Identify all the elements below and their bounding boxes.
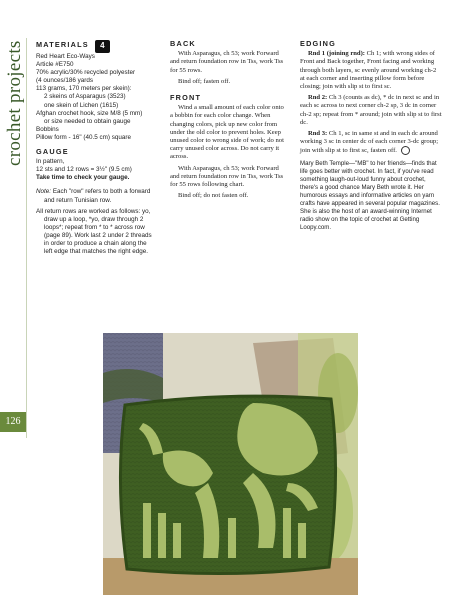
front-paragraph: With Asparagus, ch 53; work Forward and return foundation row in Tss, work Tss for 55 rows following chart.: [170, 164, 284, 189]
pillow-illustration: [103, 333, 358, 595]
materials-line: Article #E750: [36, 61, 74, 69]
materials-line: 70% acrylic/30% recycled polyester: [36, 69, 136, 77]
edging-round: [300, 50, 442, 91]
materials-line: 2 skeins of Asparagus (3523): [44, 93, 126, 101]
materials-column: [36, 40, 154, 259]
back-front-column: [170, 40, 288, 203]
materials-line: (4 ounces/186 yards: [36, 77, 94, 85]
round-text: Ch 1, sc in same st and in each dc around working 3 sc in center dc of each corner 3-dc group; join with slip st to first sc, fasten off.: [300, 130, 439, 155]
gauge-note: [36, 188, 154, 204]
gauge-warning: Take time to check your gauge.: [36, 174, 130, 182]
materials-line: Bobbins: [36, 125, 59, 133]
side-divider: [26, 38, 27, 438]
front-heading: FRONT: [170, 93, 202, 103]
edging-round: [300, 94, 442, 127]
round-label: Rnd 1 (joining rnd):: [308, 50, 365, 58]
note-text: Each "row" refers to both a forward and return Tunisian row.: [44, 188, 151, 204]
page-number: 126: [0, 412, 26, 432]
gauge-text: [36, 158, 154, 182]
round-text: Ch 1; with wrong sides of Front and Back together, Front facing and working through both layers, sc evenly around working ch-2 at each corner and inserting pillow form before closing; join with slip st to first sc.: [300, 50, 437, 91]
return-row-note: All return rows are worked as follows: yo, draw up a loop, *yo, draw through 2 loops*; repeat from * to * across row (page 89). Work last 2 under 2 threads in order to produce a chain along the left edge that matches the right edge.: [36, 207, 152, 256]
front-paragraph: Bind off; do not fasten off.: [178, 192, 249, 200]
materials-line: Pillow form - 16" (40.5 cm) square: [36, 133, 131, 141]
round-label: Rnd 2:: [308, 94, 328, 102]
skill-level-badge: 4: [95, 40, 110, 53]
note-label: Note:: [36, 188, 52, 196]
materials-line: Afghan crochet hook, size M/8 (5 mm): [36, 109, 143, 117]
materials-line: one skein of Lichen (1615): [44, 101, 119, 109]
edging-heading: EDGING: [300, 39, 336, 48]
materials-line: or size needed to obtain gauge: [44, 117, 131, 125]
front-paragraph: Wind a small amount of each color onto a bobbin for each color change. When changing colors, pick up new color from under the old color to prevent holes. Keep unused color to wrong side of work; do not carry unused color across. Do not carry it across.: [170, 104, 284, 161]
materials-line: 113 grams, 170 meters per skein):: [36, 85, 132, 93]
edging-round: [300, 130, 442, 156]
section-title: crochet projects: [4, 40, 25, 166]
pillow-photo: [103, 333, 358, 595]
materials-heading: MATERIALS: [36, 40, 89, 50]
back-paragraph: With Asparagus, ch 53; work Forward and return foundation row in Tss, work Tss for 55 rows.: [170, 50, 284, 74]
gauge-line: In pattern,: [36, 158, 65, 166]
gauge-line: 12 sts and 12 rows = 3½" (9.5 cm): [36, 166, 132, 174]
gauge-heading: GAUGE: [36, 147, 69, 157]
edging-column: [300, 40, 442, 235]
back-paragraph: Bind off; fasten off.: [178, 77, 231, 85]
author-bio: Mary Beth Temple—"MB" to her friends—finds that life goes better with crochet. In fact, if you've read something laugh-out-loud funny about crochet, there's a good chance Mary Beth wrote it. Her humorous essays and informative articles on yarn crafts have appeared in several popular magazines. She is also the host of an award-winning Internet radio show on the topic of crochet at Getting Loopy.com.: [300, 159, 440, 231]
materials-list: [36, 53, 154, 142]
materials-line: Red Heart Eco-Ways: [36, 53, 95, 60]
round-label: Rnd 3:: [308, 130, 328, 138]
smiley-icon: [401, 146, 410, 155]
back-heading: BACK: [170, 39, 196, 48]
round-text: Ch 3 (counts as dc), * dc in next sc and in each sc across to next corner ch-2 sp, 3 dc in corner ch-2 sp; repeat from * around; join with slip st to first dc.: [300, 94, 442, 126]
